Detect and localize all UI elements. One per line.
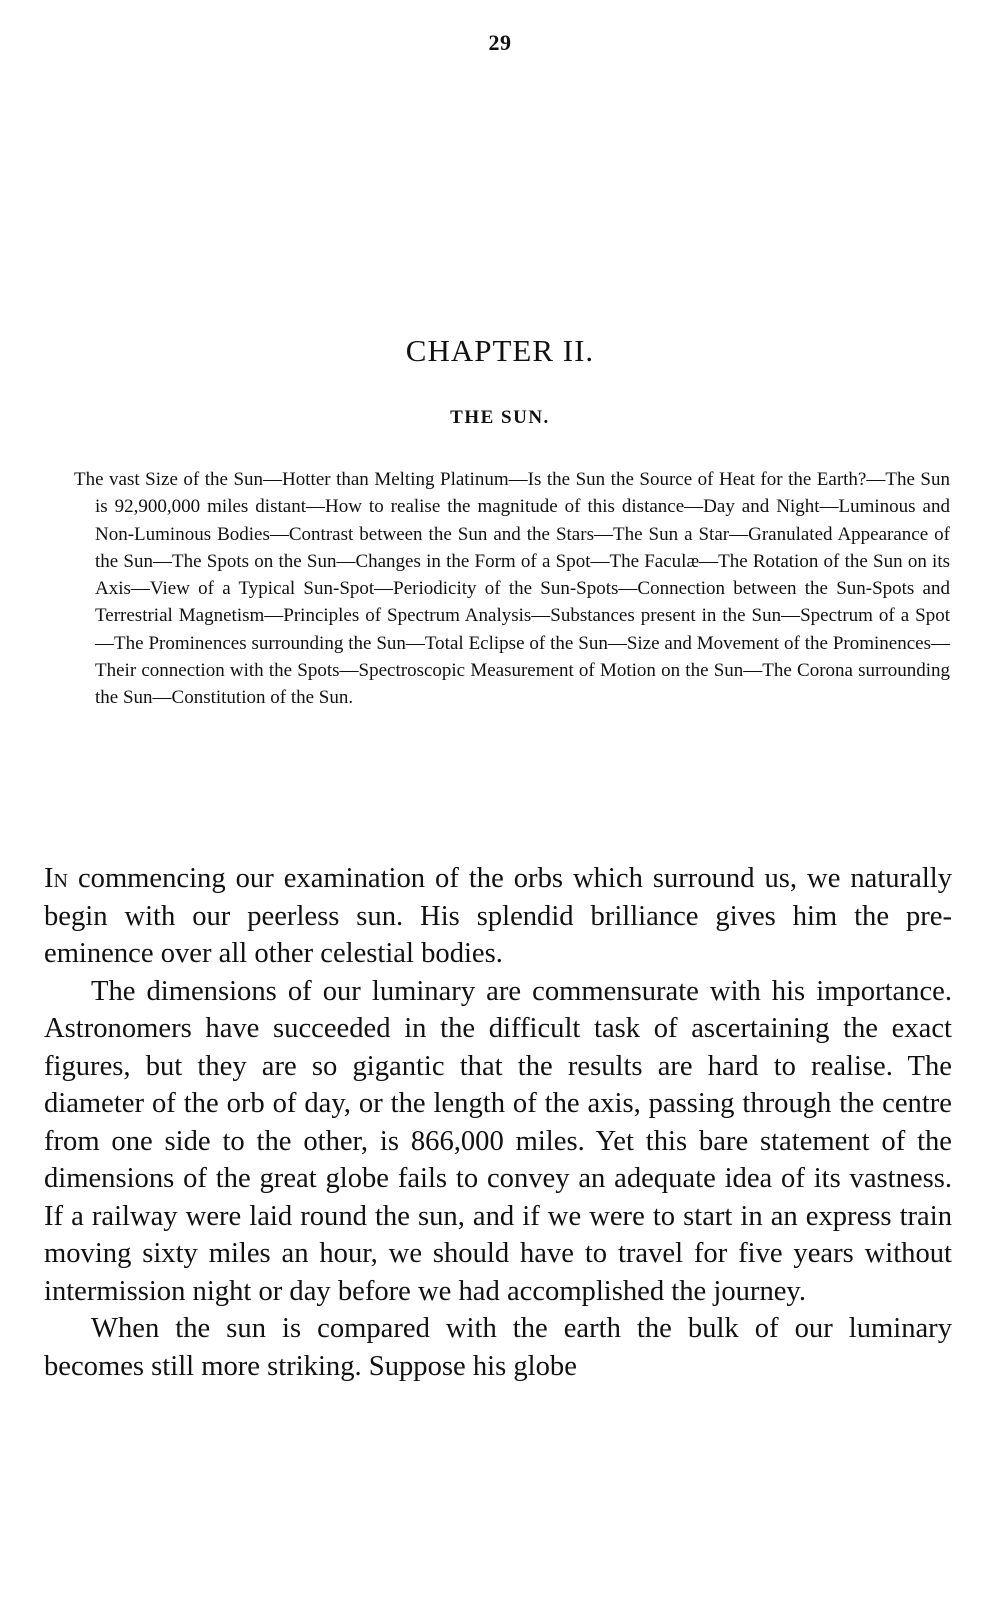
chapter-subtitle: THE SUN.	[450, 407, 550, 428]
chapter-synopsis: The vast Size of the Sun—Hotter than Melting Platinum—Is the Sun the Source of Heat for the Earth?—The Sun is 92,900,000 miles distant—How to realise the magnitude of this distance—Day and Night—Luminous and Non-Luminous Bodies—Contrast between the Sun and the Stars—The Sun a Star—Granulated Appearance of the Sun—The Spots on the Sun—Changes in the Form of a Spot—The Faculæ—The Rotation of the Sun on its Axis—View of a Typical Sun-Spot—Periodicity of the Sun-Spots—Connection between the Sun-Spots and Terrestrial Magnetism—Principles of Spectrum Analysis—Substances present in the Sun—Spectrum of a Spot—The Prominences surrounding the Sun—Total Eclipse of the Sun—Size and Movement of the Prominences—Their connection with the Spots—Spectroscopic Measurement of Motion on the Sun—The Corona surrounding the Sun—Constitution of the Sun.	[74, 469, 950, 709]
page-number: 29	[488, 30, 512, 55]
body-text	[44, 860, 952, 1385]
paragraph-1	[44, 860, 952, 973]
paragraph-1-text: commencing our examination of the orbs which surround us, we naturally begin with our peerless sun. His splendid brilliance gives him the pre-eminence over all other celestial bodies.	[44, 863, 952, 969]
opening-word: In	[44, 863, 68, 894]
chapter-heading: CHAPTER II.	[405, 333, 595, 368]
paragraph-3: When the sun is compared with the earth the bulk of our luminary becomes still more striking. Suppose his globe	[44, 1313, 952, 1382]
paragraph-2: The dimensions of our luminary are commensurate with his importance. Astronomers have succeeded in the difficult task of ascertaining the exact figures, but they are so gigantic that the results are hard to realise. The diameter of the orb of day, or the length of the axis, passing through the centre from one side to the other, is 866,000 miles. Yet this bare statement of the dimensions of the great globe fails to convey an adequate idea of its vastness. If a railway were laid round the sun, and if we were to start in an express train moving sixty miles an hour, we should have to travel for five years without intermission night or day before we had accomplished the journey.	[44, 975, 952, 1307]
